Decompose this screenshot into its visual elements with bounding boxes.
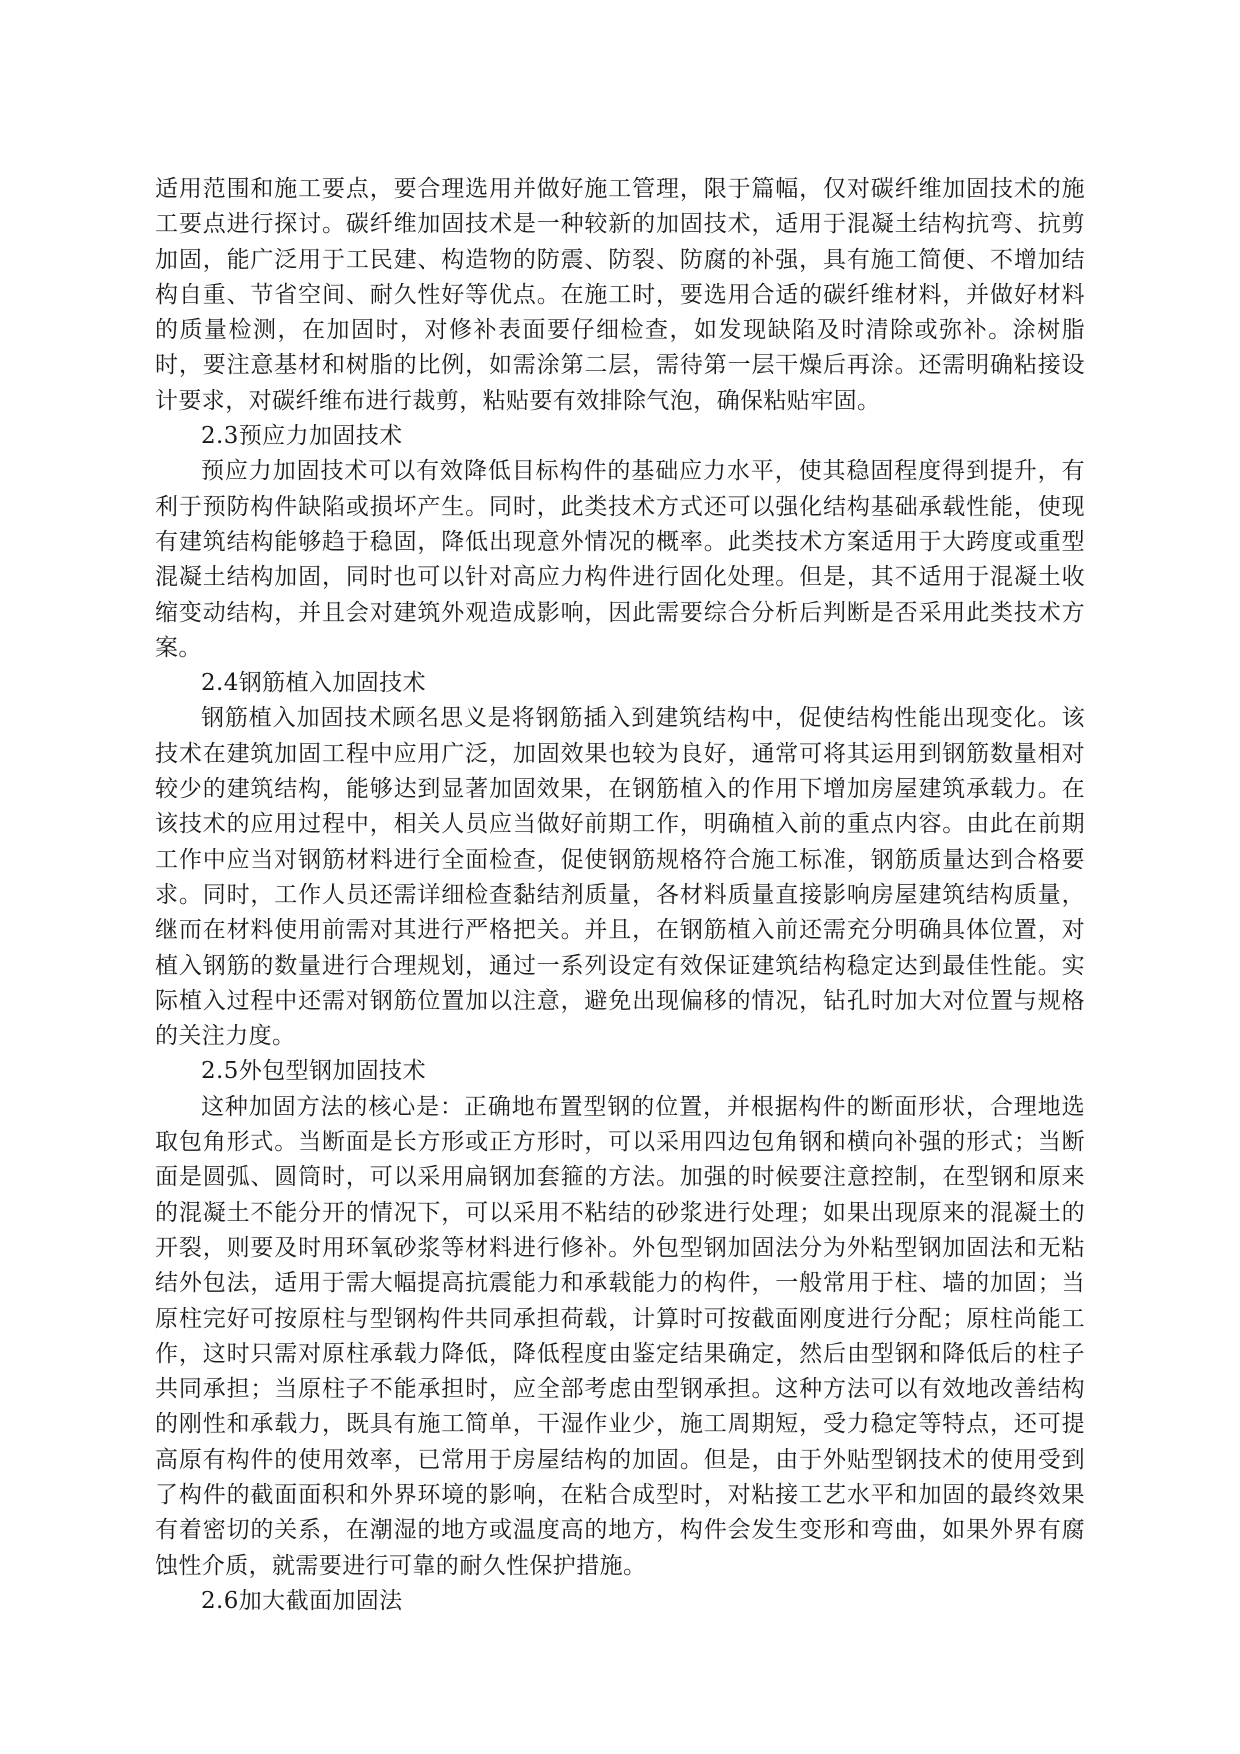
section-heading-2-6: 2.6加大截面加固法 <box>201 1587 403 1614</box>
paragraph-section-2-3: 预应力加固技术可以有效降低目标构件的基础应力水平，使其稳固程度得到提升，有利于预防构件缺陷或损坏产生。同时，此类技术方式还可以强化结构基础承载性能，使现有建筑结构能够趋于稳固，降低出现意外情况的概率。此类技术方案适用于大跨度或重型混凝土结构加固，同时也可以针对高应力构件进行固化处理。但是，其不适用于混凝土收缩变动结构，并且会对建筑外观造成影响，因此需要综合分析后判断是否采用此类技术方案。 <box>155 458 1085 661</box>
document-page <box>155 172 1085 1619</box>
section-heading-2-5: 2.5外包型钢加固技术 <box>201 1058 426 1085</box>
paragraph-section-2-5: 这种加固方法的核心是：正确地布置型钢的位置，并根据构件的断面形状，合理地选取包角形式。当断面是长方形或正方形时，可以采用四边包角钢和横向补强的形式；当断面是圆弧、圆筒时，可以采用扁钢加套箍的方法。加强的时候要注意控制，在型钢和原来的混凝土不能分开的情况下，可以采用不粘结的砂浆进行处理；如果出现原来的混凝土的开裂，则要及时用环氧砂浆等材料进行修补。外包型钢加固法分为外粘型钢加固法和无粘结外包法，适用于需大幅提高抗震能力和承载能力的构件，一般常用于柱、墙的加固；当原柱完好可按原柱与型钢构件共同承担荷载，计算时可按截面刚度进行分配；原柱尚能工作，这时只需对原柱承载力降低，降低程度由鉴定结果确定，然后由型钢和降低后的柱子共同承担；当原柱子不能承担时，应全部考虑由型钢承担。这种方法可以有效地改善结构的刚性和承载力，既具有施工简单，干湿作业少，施工周期短，受力稳定等特点，还可提高原有构件的使用效率，已常用于房屋结构的加固。但是，由于外贴型钢技术的使用受到了构件的截面面积和外界环境的影响，在粘合成型时，对粘接工艺水平和加固的最终效果有着密切的关系，在潮湿的地方或温度高的地方，构件会发生变形和弯曲，如果外界有腐蚀性介质，就需要进行可靠的耐久性保护措施。 <box>155 1093 1085 1579</box>
paragraph-section-2-4: 钢筋植入加固技术顾名思义是将钢筋插入到建筑结构中，促使结构性能出现变化。该技术在建筑加固工程中应用广泛，加固效果也较为良好，通常可将其运用到钢筋数量相对较少的建筑结构，能够达到显著加固效果，在钢筋植入的作用下增加房屋建筑承载力。在该技术的应用过程中，相关人员应当做好前期工作，明确植入前的重点内容。由此在前期工作中应当对钢筋材料进行全面检查，促使钢筋规格符合施工标准，钢筋质量达到合格要求。同时，工作人员还需详细检查黏结剂质量，各材料质量直接影响房屋建筑结构质量，继而在材料使用前需对其进行严格把关。并且，在钢筋植入前还需充分明确具体位置，对植入钢筋的数量进行合理规划，通过一系列设定有效保证建筑结构稳定达到最佳性能。实际植入过程中还需对钢筋位置加以注意，避免出现偏移的情况，钻孔时加大对位置与规格的关注力度。 <box>155 705 1085 1050</box>
section-heading-2-4: 2.4钢筋植入加固技术 <box>201 670 426 697</box>
paragraph-intro: 适用范围和施工要点，要合理选用并做好施工管理，限于篇幅，仅对碳纤维加固技术的施工要点进行探讨。碳纤维加固技术是一种较新的加固技术，适用于混凝土结构抗弯、抗剪加固，能广泛用于工民建、构造物的防震、防裂、防腐的补强，具有施工简便、不增加结构自重、节省空间、耐久性好等优点。在施工时，要选用合适的碳纤维材料，并做好材料的质量检测，在加固时，对修补表面要仔细检查，如发现缺陷及时清除或弥补。涂树脂时，要注意基材和树脂的比例，如需涂第二层，需待第一层干燥后再涂。还需明确粘接设计要求，对碳纤维布进行裁剪，粘贴要有效排除气泡，确保粘贴牢固。 <box>155 176 1085 414</box>
section-heading-2-3: 2.3预应力加固技术 <box>201 423 403 450</box>
